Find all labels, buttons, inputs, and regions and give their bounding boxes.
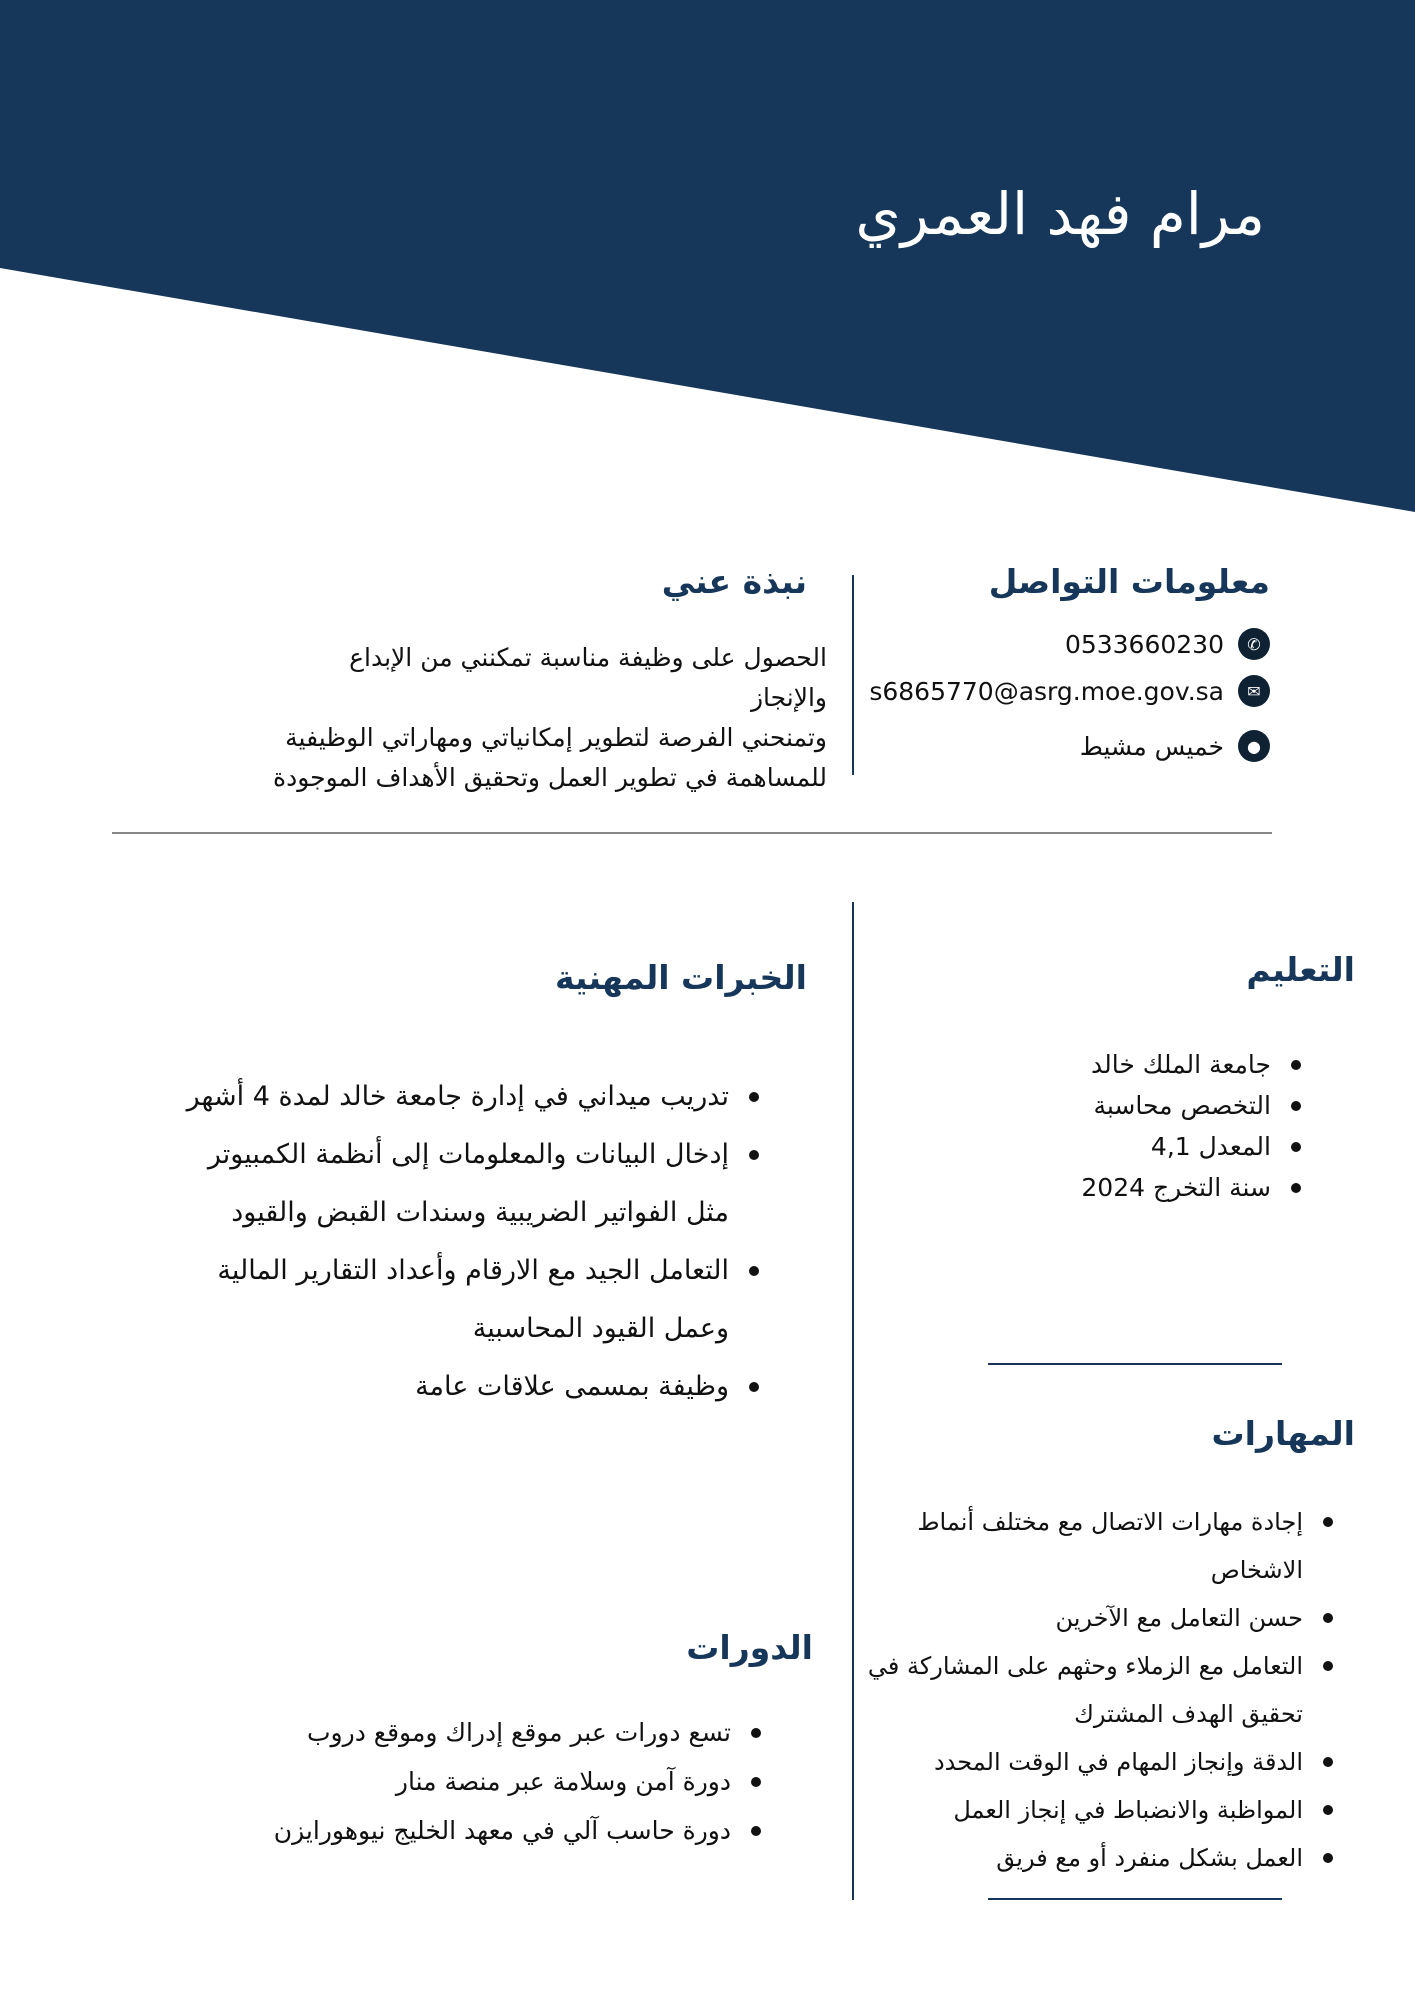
about-text xyxy=(267,638,827,798)
experience-heading: الخبرات المهنية xyxy=(554,958,807,997)
experience-item: إدخال البيانات والمعلومات إلى أنظمة الكمبيوتر مثل الفواتير الضريبية وسندات القبض والقيود xyxy=(183,1126,763,1242)
course-item: دورة حاسب آلي في معهد الخليج نيوهورايزن xyxy=(145,1806,765,1855)
contact-phone: 0533660230 xyxy=(1064,629,1224,659)
skill-item: حسن التعامل مع الآخرين xyxy=(867,1594,1337,1642)
about-line: الحصول على وظيفة مناسبة تمكنني من الإبداع والإنجاز xyxy=(349,643,827,712)
candidate-name: مرام فهد العمري xyxy=(855,180,1265,248)
experience-item: التعامل الجيد مع الارقام وأعداد التقارير المالية وعمل القيود المحاسبية xyxy=(183,1242,763,1358)
skills-list xyxy=(867,1498,1337,1882)
contact-email-row xyxy=(869,675,1270,707)
skill-item: الدقة وإنجاز المهام في الوقت المحدد xyxy=(867,1738,1337,1786)
skills-heading: المهارات xyxy=(1211,1414,1355,1453)
email-icon: ✉ xyxy=(1238,675,1270,707)
education-item: المعدل 4,1 xyxy=(1005,1126,1305,1167)
top-vertical-divider xyxy=(852,575,854,775)
education-item: التخصص محاسبة xyxy=(1005,1085,1305,1126)
section-separator xyxy=(112,832,1272,834)
experience-item: وظيفة بمسمى علاقات عامة xyxy=(183,1358,763,1416)
skills-underline xyxy=(988,1898,1282,1900)
experience-list xyxy=(183,1068,763,1416)
education-list xyxy=(1005,1044,1305,1208)
skill-item: المواظبة والانضباط في إنجاز العمل xyxy=(867,1786,1337,1834)
about-line: للمساهمة في تطوير العمل وتحقيق الأهداف الموجودة xyxy=(272,763,827,792)
courses-list xyxy=(145,1708,765,1855)
about-heading: نبذة عني xyxy=(661,562,807,601)
contact-email: s6865770@asrg.moe.gov.sa xyxy=(869,676,1224,706)
courses-heading: الدورات xyxy=(686,1628,813,1667)
phone-icon: ✆ xyxy=(1238,628,1270,660)
main-vertical-divider xyxy=(852,902,854,1900)
contact-phone-row xyxy=(1065,628,1270,660)
location-pin-icon: ● xyxy=(1238,730,1270,762)
course-item: دورة آمن وسلامة عبر منصة منار xyxy=(145,1757,765,1806)
education-heading: التعليم xyxy=(1246,950,1355,989)
skill-item: إجادة مهارات الاتصال مع مختلف أنماط الاشخاص xyxy=(867,1498,1337,1594)
skill-item: التعامل مع الزملاء وحثهم على المشاركة في تحقيق الهدف المشترك xyxy=(867,1642,1337,1738)
education-underline xyxy=(988,1363,1282,1365)
header-band xyxy=(0,0,1415,520)
education-item: جامعة الملك خالد xyxy=(1005,1044,1305,1085)
contact-heading: معلومات التواصل xyxy=(988,562,1270,601)
education-item: سنة التخرج 2024 xyxy=(1005,1167,1305,1208)
course-item: تسع دورات عبر موقع إدراك وموقع دروب xyxy=(145,1708,765,1757)
experience-item: تدريب ميداني في إدارة جامعة خالد لمدة 4 أشهر xyxy=(183,1068,763,1126)
skill-item: العمل بشكل منفرد أو مع فريق xyxy=(867,1834,1337,1882)
contact-location-row xyxy=(1080,730,1270,762)
about-line: وتمنحني الفرصة لتطوير إمكانياتي ومهاراتي الوظيفية xyxy=(285,723,827,752)
contact-location: خميس مشيط xyxy=(1079,731,1224,761)
